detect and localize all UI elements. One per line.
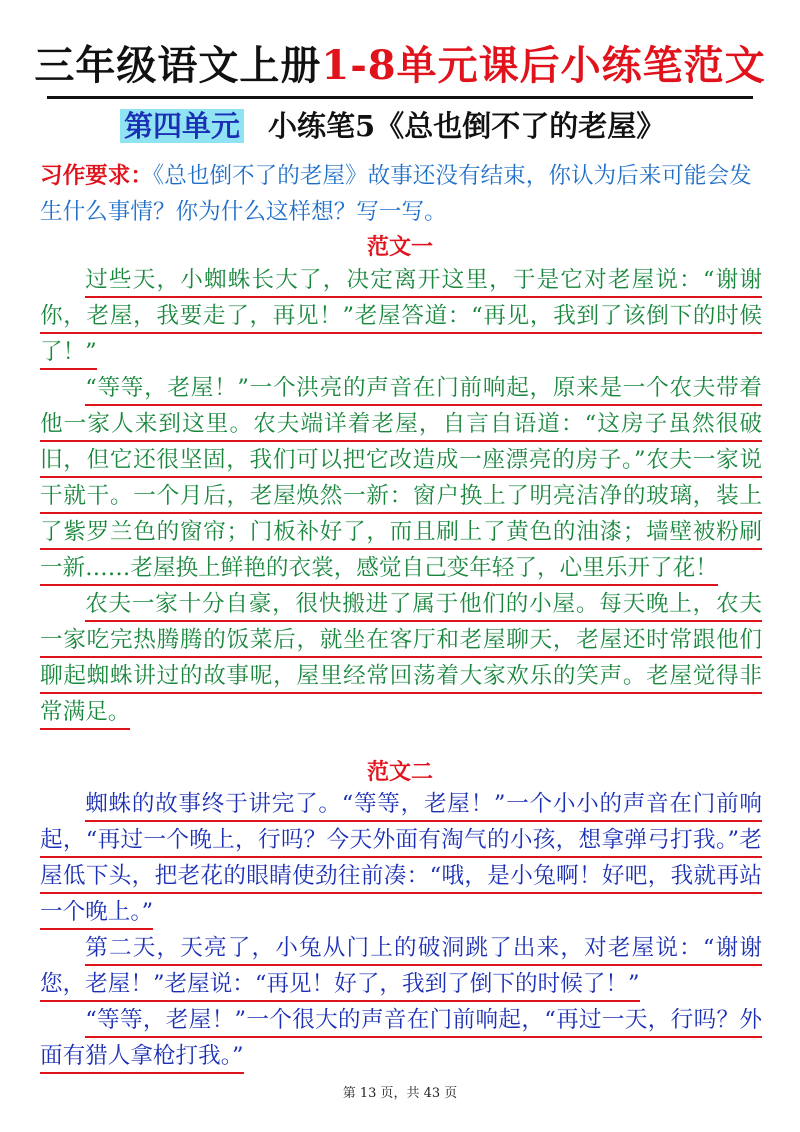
unit-badge: 第四单元 (120, 109, 244, 143)
writing-requirement (40, 158, 762, 230)
essay1-title: 范文一 (366, 234, 433, 260)
essay2-body (40, 786, 762, 1074)
essay2-paragraph: 第二天，天亮了，小兔从门上的破洞跳了出来，对老屋说：“谢谢您，老屋！”老屋说：“再见！好了，我到了倒下的时候了！” (40, 930, 762, 1002)
essay1-paragraph: “等等，老屋！”一个洪亮的声音在门前响起，原来是一个农夫带着他一家人来到这里。农夫端详着老屋，自言自语道：“这房子虽然很破旧，但它还很坚固，我们可以把它改造成一座漂亮的房子。”农夫一家说干就干。一个月后，老屋焕然一新：窗户换上了明亮洁净的玻璃，装上了紫罗兰色的窗帘；门板补好了，而且刷上了黄色的油漆；墙壁被粉刷一新……老屋换上鲜艳的衣裳，感觉自己变年轻了，心里乐开了花！ (40, 370, 762, 586)
title-part-black: 三年级语文上册 (34, 42, 322, 89)
essay2-title: 范文二 (366, 759, 433, 785)
requirement-text: 《总也倒不了的老屋》故事还没有结束，你认为后来可能会发生什么事情？你为什么这样想？写一写。 (40, 163, 752, 225)
subtitle-text: 小练笔5《总也倒不了的老屋》 (268, 109, 666, 143)
essay2-paragraph: “等等，老屋！”一个很大的声音在门前响起，“再过一天，行吗？外面有猎人拿枪打我。” (40, 1002, 762, 1074)
essay1-paragraph: 农夫一家十分自豪，很快搬进了属于他们的小屋。每天晚上，农夫一家吃完热腾腾的饭菜后，就坐在客厅和老屋聊天，老屋还时常跟他们聊起蜘蛛讲过的故事呢，屋里经常回荡着大家欢乐的笑声。老屋觉得非常满足。 (40, 586, 762, 730)
title-part-red: 1-8单元课后小练笔范文 (321, 42, 766, 89)
essay2-paragraph: 蜘蛛的故事终于讲完了。“等等，老屋！”一个小小的声音在门前响起，“再过一个晚上，行吗？今天外面有淘气的小孩，想拿弹弓打我。”老屋低下头，把老花的眼睛使劲往前凑：“哦，是小兔啊！好吧，我就再站一个晚上。” (40, 786, 762, 930)
page-footer: 第 13 页，共 43 页 (342, 1086, 458, 1101)
title-underline (47, 96, 753, 99)
essay1-body (40, 262, 762, 730)
page-title (0, 38, 800, 94)
subtitle (120, 104, 665, 148)
requirement-label: 习作要求： (40, 163, 153, 189)
essay1-paragraph: 过些天，小蜘蛛长大了，决定离开这里，于是它对老屋说：“谢谢你，老屋，我要走了，再见！”老屋答道：“再见，我到了该倒下的时候了！” (40, 262, 762, 370)
